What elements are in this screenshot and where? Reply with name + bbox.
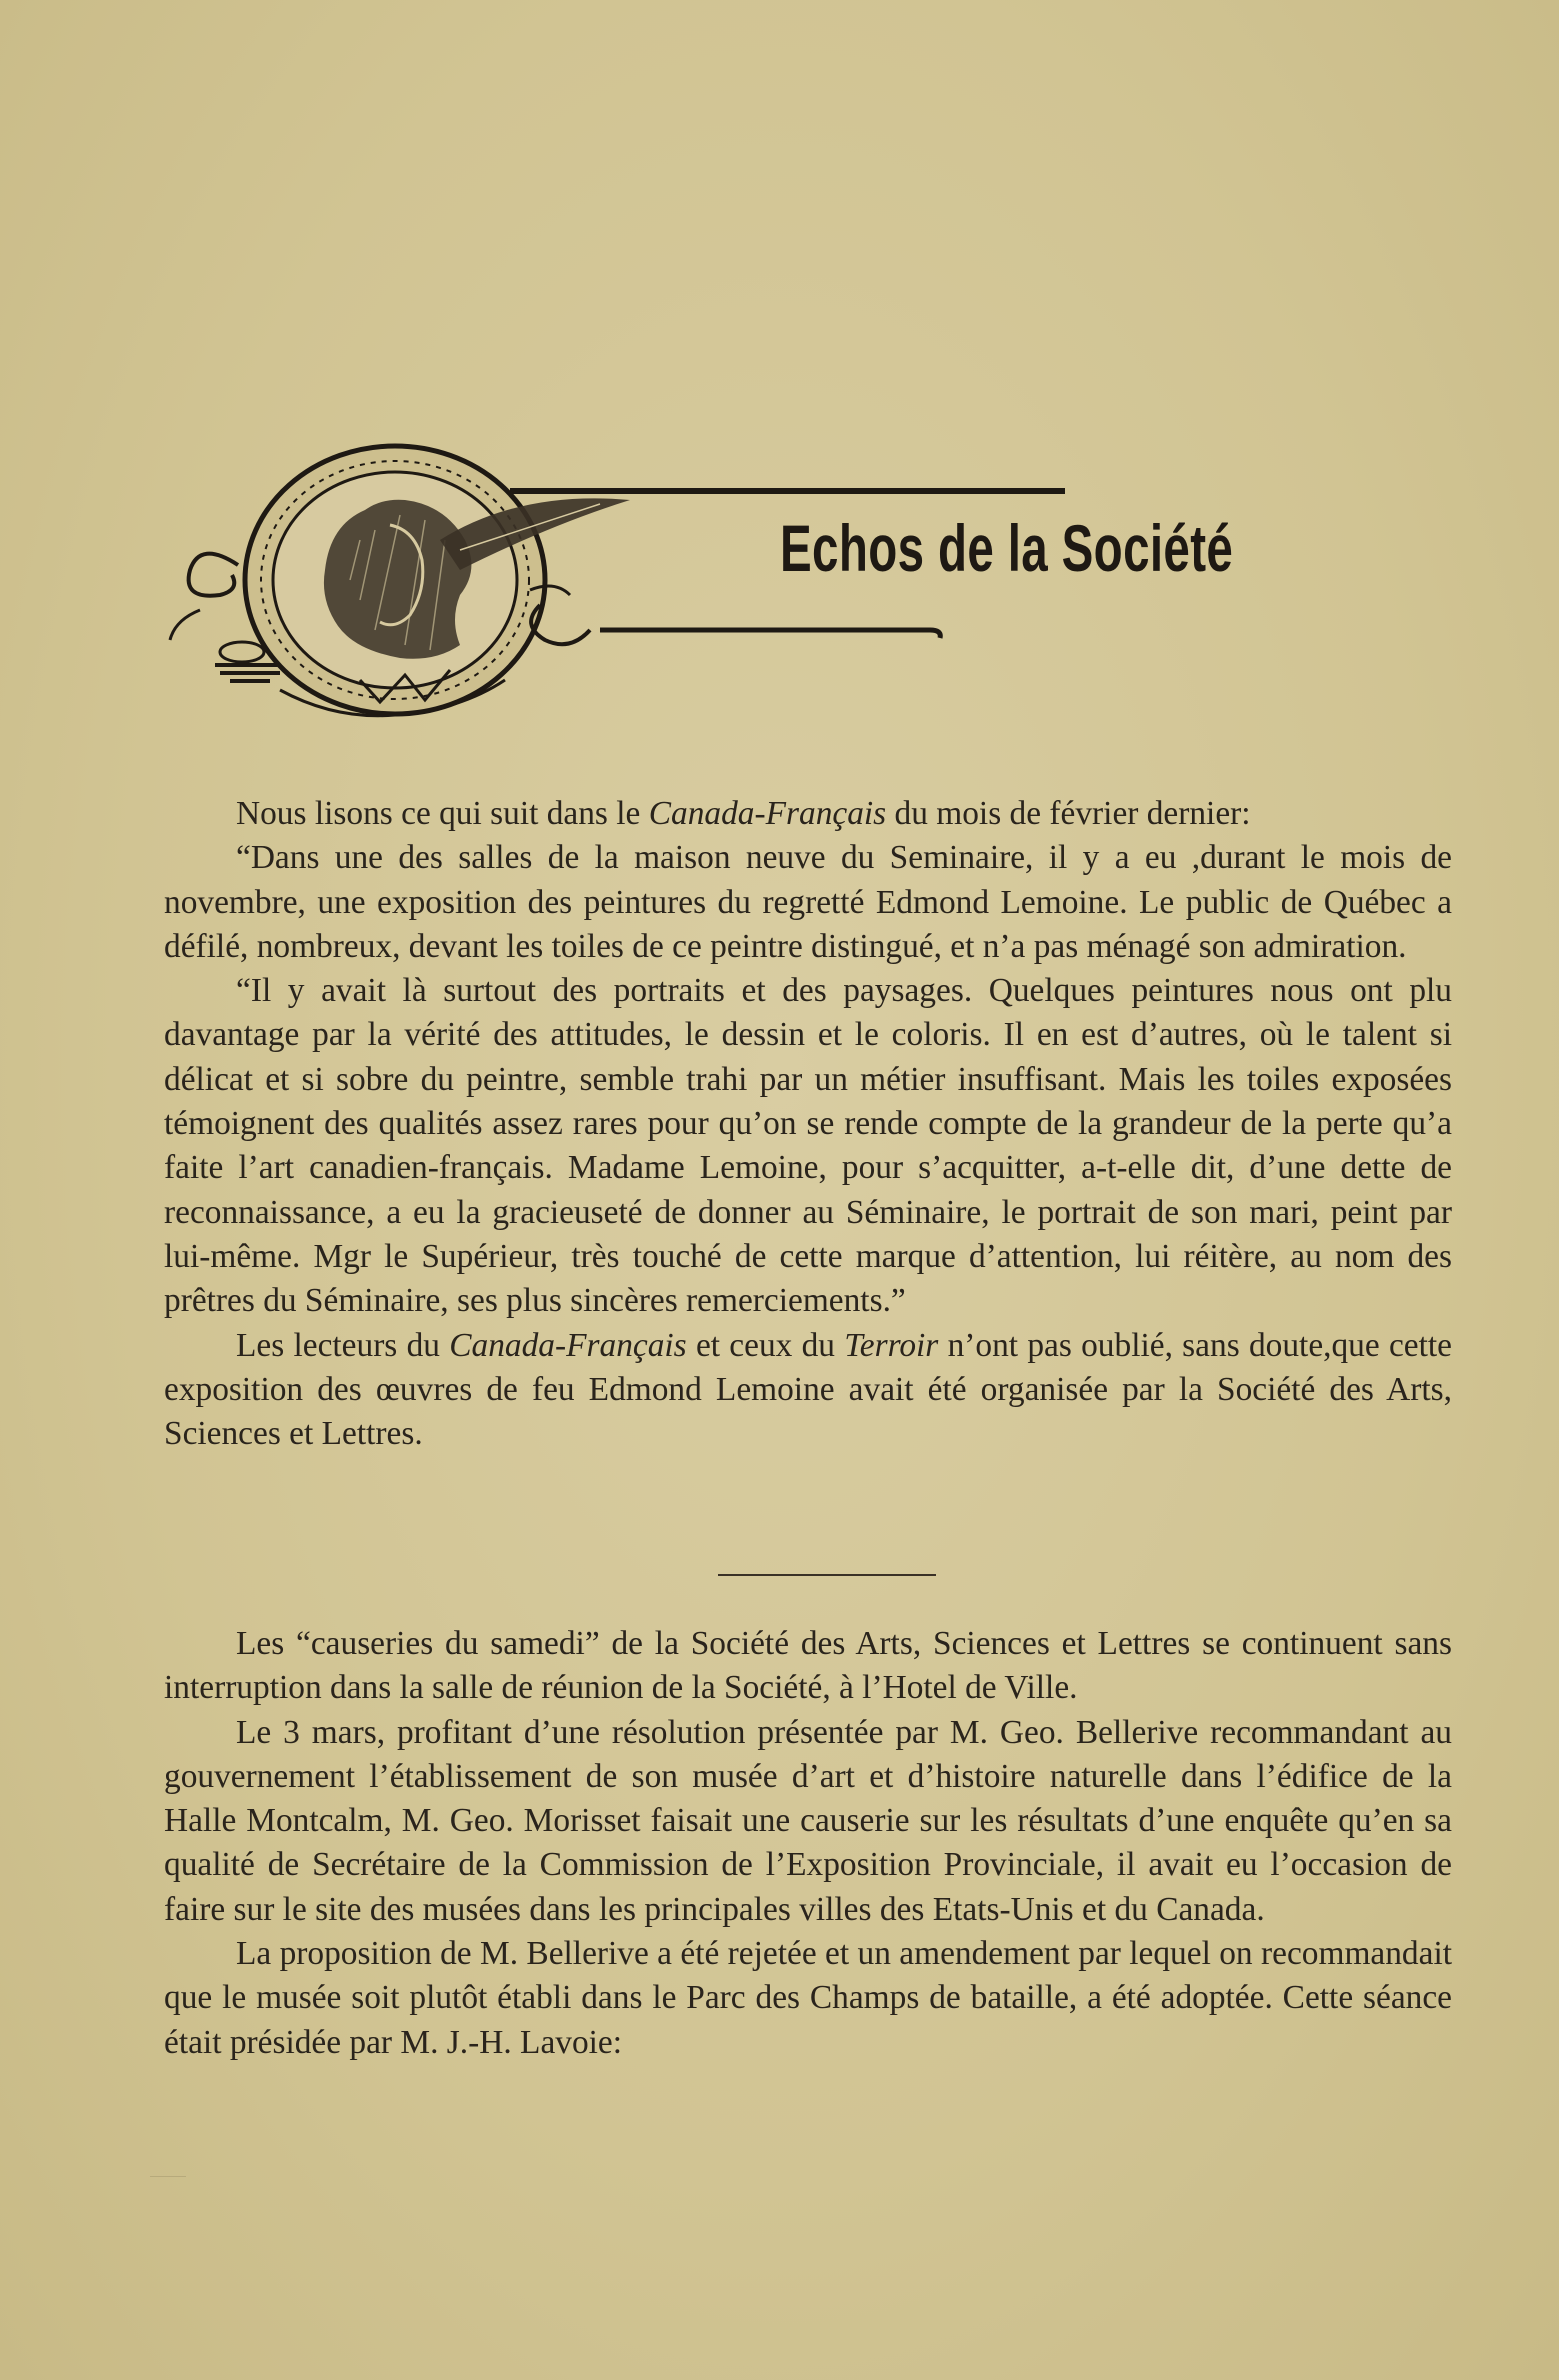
paragraph: La proposition de M. Bellerive a été rejetée et un amendement par lequel on recommandait que le musée soit plutôt établi dans le Parc des Champs de bataille, a été adoptée. Cette séance était présidée par M. J.-H. Lavoie: xyxy=(164,1935,1452,2061)
publication-title: Canada-Français xyxy=(449,1326,687,1364)
article-section-lemoine xyxy=(164,792,1452,1456)
paragraph-text: et ceux du xyxy=(686,1326,845,1364)
publication-title: Canada-Français xyxy=(648,795,887,832)
paragraph-text: Les lecteurs du xyxy=(236,1326,450,1364)
paragraph xyxy=(164,792,1452,836)
paragraph-text: n’ont pas oublié, sans doute,que cette exposition des œuvres de feu Edmond Lemoine avait été organisée par la Société des Arts, Sciences et Lettres. xyxy=(164,1326,1452,1453)
paper-mark xyxy=(150,2176,186,2177)
article-section-causeries xyxy=(164,1622,1452,2065)
paragraph: Le 3 mars, profitant d’une résolution présentée par M. Geo. Bellerive recommandant au gouvernement l’établissement de son musée d’art et d’histoire naturelle dans l’édifice de la Halle Montcalm, M. Geo. Morisset faisait une causerie sur les résultats d’une enquête qu’en sa qualité de Secrétaire de la Commission de l’Exposition Provinciale, il avait eu l’occasion de faire sur le site des musées dans les principales villes des Etats-Unis et du Canada. xyxy=(164,1713,1452,1928)
paragraph xyxy=(164,1324,1452,1457)
paragraph-text: du mois de février dernier: xyxy=(886,795,1251,832)
paragraph: “Il y avait là surtout des portraits et des paysages. Quelques peintures nous ont plu davantage par la vérité des attitudes, le dessin et le coloris. Il en est d’autres, où le talent si délicat et si sobre du peintre, semble trahi par un métier insuffisant. Mais les toiles exposées témoignent des qualités assez rares pour qu’on se rende compte de la grandeur de la perte qu’a faite l’art canadien-français. Madame Lemoine, pour s’acquitter, a-t-elle dit, d’une dette de reconnaissance, a eu la gracieuseté de donner au Séminaire, le portrait de son mari, peint par lui-même. Mgr le Supérieur, très touché de cette marque d’attention, lui réitère, au nom des prêtres du Séminaire, ses plus sincères remerciements.” xyxy=(164,972,1452,1320)
paragraph: “Dans une des salles de la maison neuve du Seminaire, il y a eu ,durant le mois de novembre, une exposition des peintures du regretté Edmond Lemoine. Le public de Québec a défilé, nombreux, devant les toiles de ce peintre distingué, et n’a pas ménagé son admiration. xyxy=(164,839,1452,965)
paragraph: Les “causeries du samedi” de la Société des Arts, Sciences et Lettres se continuent sans interruption dans la salle de réunion de la Société, à l’Hotel de Ville. xyxy=(164,1625,1452,1707)
publication-title: Terroir xyxy=(844,1326,939,1364)
section-divider xyxy=(718,1574,936,1576)
paragraph-text: Nous lisons ce qui suit dans le xyxy=(236,795,649,832)
section-header xyxy=(160,430,1260,720)
page-title: Echos de la Société xyxy=(780,511,1234,585)
